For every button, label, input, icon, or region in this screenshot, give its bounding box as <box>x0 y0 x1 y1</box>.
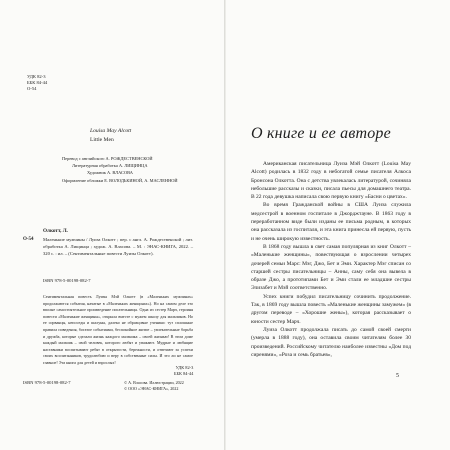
credits-block <box>62 155 178 184</box>
copyright-illustrations: © А. Власова. Иллюстрации, 2022 <box>124 380 184 385</box>
original-title: Little Men <box>90 137 114 143</box>
section-heading: О книге и ее авторе <box>251 125 391 142</box>
catalog-isbn: ISBN 978-5-00198-082-7 <box>43 278 91 283</box>
credit-translation: Перевод с английского А. РОЖДЕСТВЕНСКОЙ <box>62 156 153 161</box>
isbn-bottom: ISBN 978-5-00198-082-7 <box>23 380 71 385</box>
credit-editing: Литературная обработка А. ЛИЩИНЦА <box>72 163 148 169</box>
bbk-line: ББК 84-44 <box>27 80 48 85</box>
paragraph: Во время Гражданской войны в США Луиза служила медсестрой в военном госпитале в Джорджтауне. В 1863 году в переработанном виде были изданы ее письма родным, в которых она рассказала из госпиталя, и эта книга принесла ей первую, пусть и не очень широкую известность. <box>251 202 411 242</box>
credit-illustrator: Художник А. ВЛАСОВА <box>87 170 133 176</box>
body-text <box>251 160 411 359</box>
copyright-block <box>124 380 184 392</box>
page-number: 5 <box>396 373 399 379</box>
catalog-code: О-54 <box>23 237 34 242</box>
left-page <box>0 0 224 450</box>
credit-cover: Оформление обложки Е. ВОЛОДЬКИНОЙ, А. МАСЛЕННОЙ <box>62 177 178 183</box>
catalog-author: Олкотт, Л. <box>43 228 68 234</box>
bbk-line-bottom: ББК 84-44 <box>174 371 194 376</box>
paragraph: Успех книги побудил писательницу сочинить продолжение. Так, в 1869 году вышла повесть «Маленькие женщины замужем» (в другом переводе – «Хорошие жены»), которая рассказывает о юности сестер Марч. <box>251 293 411 325</box>
paragraph: Луиза Олкотт продолжала писать до самой своей смерти (умерла в 1888 году), она оставила своим читателям более 30 произведений. Российскому читателю наиболее известны «Дом под сиренями», «Роза и семь братьев», <box>251 326 411 358</box>
udc-block-top <box>27 74 47 92</box>
copyright-publisher: © ООО «ЭНАС-КНИГА», 2022 <box>124 386 179 391</box>
udc-line-bottom: УДК 82-3 <box>175 365 194 370</box>
udc-line: УДК 82-3 <box>27 74 46 79</box>
annotation: Сентиментальная повесть Луизы Мэй Олкотт (в «Маленьких мужчинах» продолжаются события, начатые в «Маленьких женщинах»). Но на самом деле это вполне самостоятельное произведение писательницы. Одна из сестер Марч, героиня повести «Маленькие женщины», открыла вместе с мужем школу для мальчиков. Но ее сорванцы, непоседы и шалуны, далеко не образцовые ученики: тут сплошные правила поведения, богатое событиями, беспокойное житие – увлекательные борьба и дружба, которые сделали жизнь каждого мальчика – своей жизнью! В этом доме каждый мальчик – свой человек, которого любят и уважают. Мудрые и любящие наставники воспитывают ребят в открытости, бережности, и отвечают за успехи своих воспитанников, трудолюбию и веру в собственные силы. И это ли не самое главное! Эта книга для детей и взрослых! <box>43 294 193 365</box>
udc-block-bottom <box>174 365 193 377</box>
paragraph: Американская писательница Луиза Мэй Олкотт (Louisa May Alcott) родилась в 1832 году в небогатой семье писателя Алкоса Бронсона Олкотта. Она с детства увлекалась литературой, сочиняла небольшие рассказы и сказки, писала пьесы для домашнего театра. В 22 года девушка написала свою первую книгу «Басни о цветах». <box>251 161 411 201</box>
author-mark-line: О-54 <box>27 86 37 91</box>
paragraph: В 1868 году вышла в свет самая популярная из книг Олкотт – «Маленькие женщины», повествующая о взрослении четырех дочерей семьи Марс: Мэг, Джо, Бет и Эми. Характер Мэг списан со старшей сестры писательницы – Анны, саму себя она вывела в образе Джо, а прототипами Бет и Эми стали ее младшие сестры Элизабет и Мэй соответственно. <box>251 243 411 292</box>
original-author: Louisa May Alcott <box>90 128 132 134</box>
catalog-description: Маленькие мужчины / Луиза Олкотт ; пер. с англ. А. Рождественской ; лит. обработка А. Лищинца ; худож. А. Власова. – М. : ЭНАС-КНИГА, 2022. – 320 с. : ил. – (Сентиментальные повести Луизы Олкотт). <box>43 237 193 256</box>
